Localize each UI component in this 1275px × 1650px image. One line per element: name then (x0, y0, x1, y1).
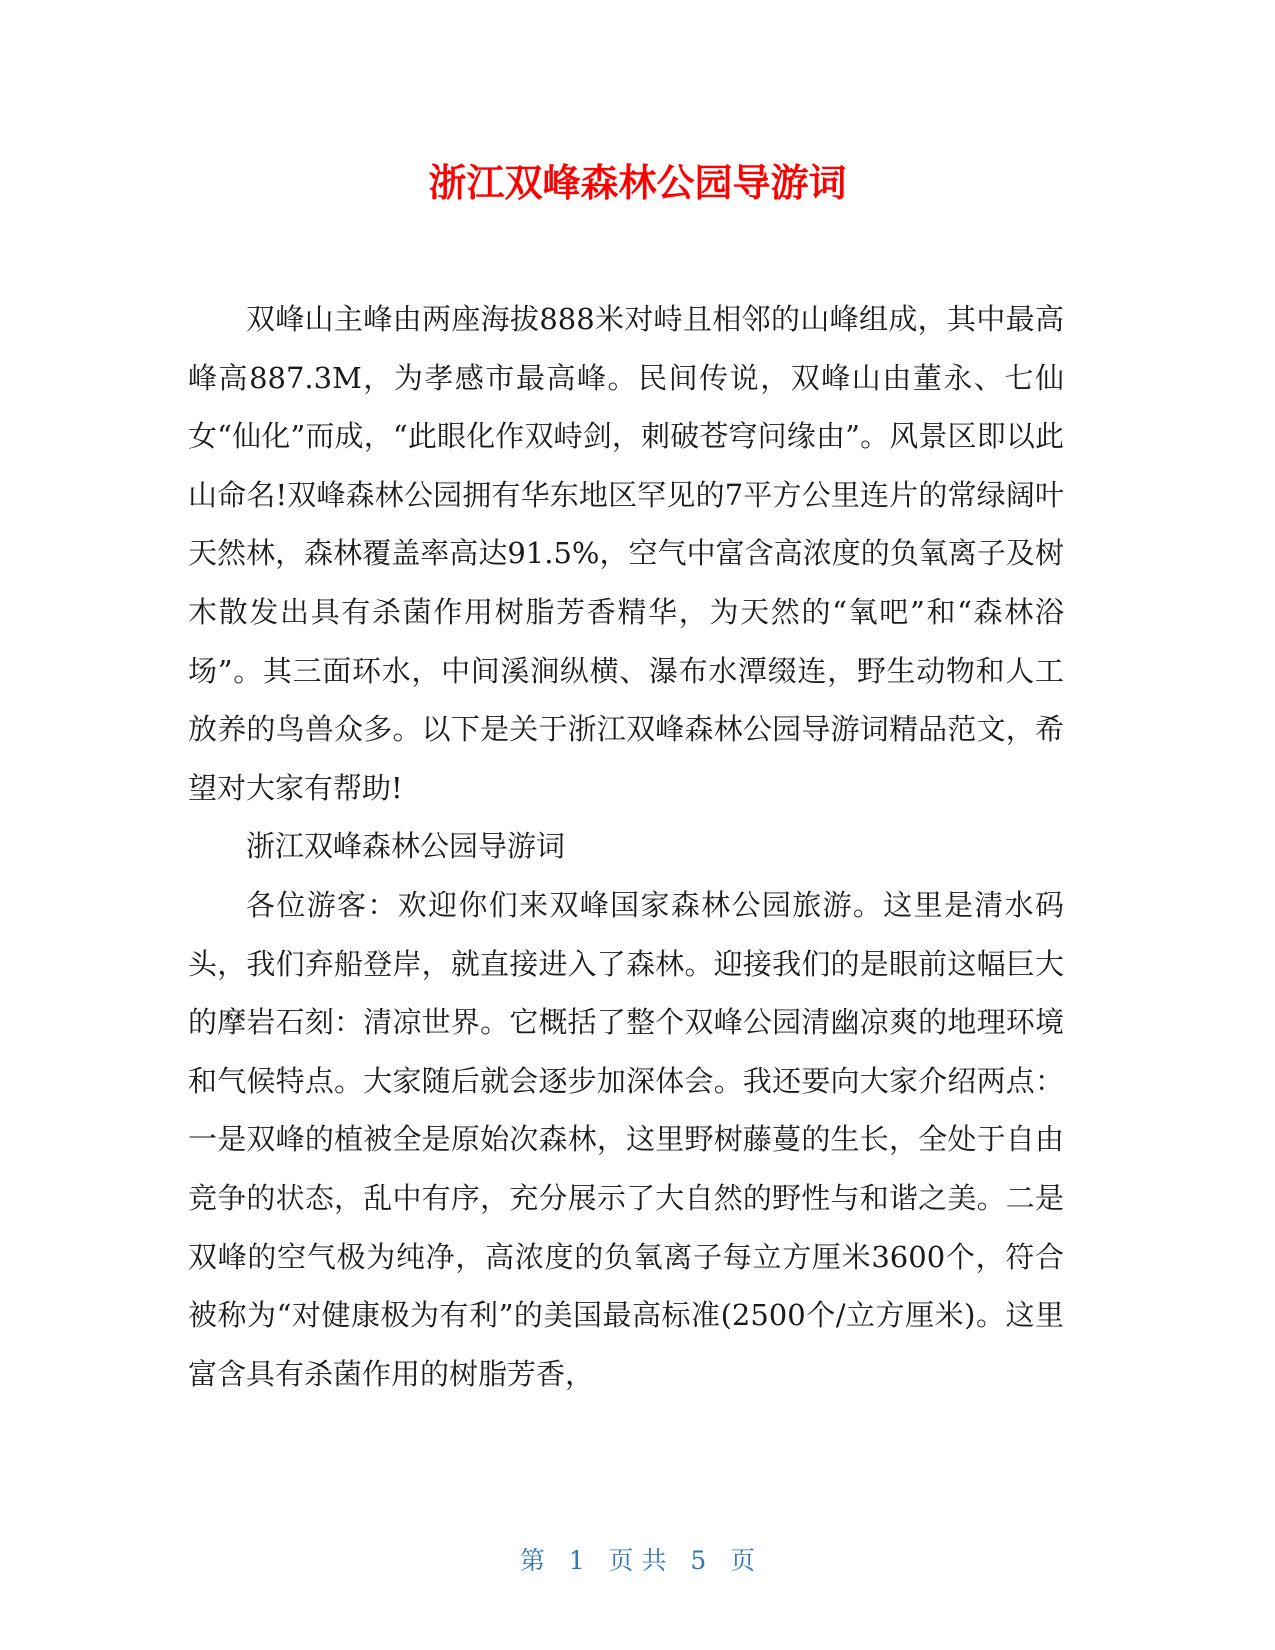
footer-total-pages: 5 (690, 1546, 707, 1575)
guide-paragraph: 各位游客：欢迎你们来双峰国家森林公园旅游。这里是清水码头，我们弃船登岸，就直接进入了森林。迎接我们的是眼前这幅巨大的摩岩石刻：清凉世界。它概括了整个双峰公园清幽凉爽的地理环境和气候特点。大家随后就会逐步加深体会。我还要向大家介绍两点：一是双峰的植被全是原始次森林，这里野树藤蔓的生长，全处于自由竞争的状态，乱中有序，充分展示了大自然的野性与和谐之美。二是双峰的空气极为纯净，高浓度的负氧离子每立方厘米3600个，符合被称为“对健康极为有利”的美国最高标准(2500个/立方厘米)。这里富含具有杀菌作用的树脂芳香， (188, 887, 1064, 1391)
page-footer (0, 1545, 1275, 1577)
footer-prefix: 第 (519, 1546, 545, 1575)
intro-paragraph: 双峰山主峰由两座海拔888米对峙且相邻的山峰组成，其中最高峰高887.3M，为孝感市最高峰。民间传说，双峰山由董永、七仙女“仙化”而成，“此眼化作双峙剑，刺破苍穹问缘由”。风景区即以此山命名!双峰森林公园拥有华东地区罕见的7平方公里连片的常绿阔叶天然林，森林覆盖率高达91.5%，空气中富含高浓度的负氧离子及树木散发出具有杀菌作用树脂芳香精华，为天然的“氧吧”和“森林浴场”。其三面环水，中间溪涧纵横、瀑布水潭缀连，野生动物和人工放养的鸟兽众多。以下是关于浙江双峰森林公园导游词精品范文，希望对大家有帮助! (188, 302, 1064, 805)
footer-current-page: 1 (568, 1546, 585, 1575)
page-title: 浙江双峰森林公园导游词 (428, 161, 847, 205)
section-heading: 浙江双峰森林公园导游词 (246, 829, 566, 864)
footer-suffix: 页 (730, 1546, 756, 1575)
footer-middle: 页 共 (608, 1546, 667, 1575)
document-body (188, 290, 1064, 1403)
